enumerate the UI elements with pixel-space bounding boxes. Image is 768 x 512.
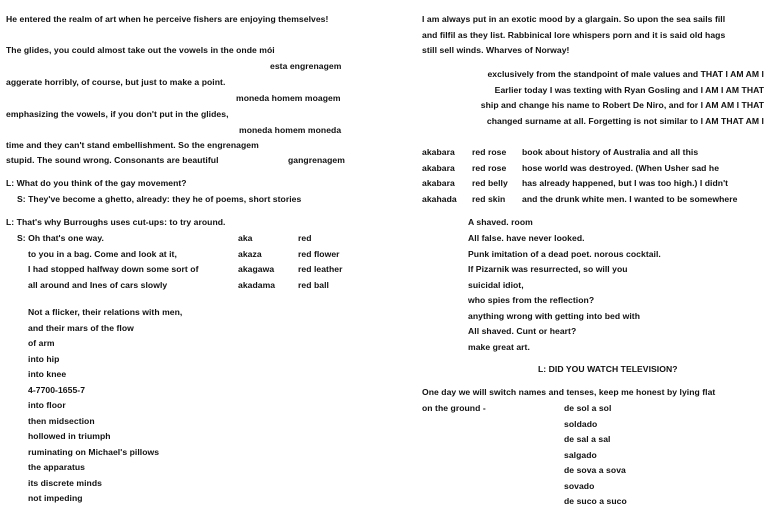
table-row-translation: red ball [298, 280, 329, 290]
word-list-item: de sol a sol [564, 403, 612, 413]
intro-line: still sell winds. Wharves of Norway! [422, 45, 570, 55]
poem-line: If Pizarnik was resurrected, so will you [468, 264, 628, 274]
margin-note: moneda homem moneda [239, 125, 342, 135]
table-row-word: akaza [238, 249, 262, 259]
poem-line: of arm [28, 338, 55, 348]
table-row-text: to you in a bag. Come and look at it, [28, 249, 177, 259]
poem-line: then midsection [28, 416, 95, 426]
poem-line: Not a flicker, their relations with men, [28, 307, 183, 317]
dialogue-question: L: That's why Burroughs uses cut-ups: to try around. [6, 217, 226, 227]
margin-note: esta engrenagem [270, 61, 342, 71]
table-row-word: aka [238, 233, 253, 243]
closing-line: on the ground - [422, 403, 486, 413]
poem-line: All shaved. Cunt or heart? [468, 326, 577, 336]
block-line: exclusively from the standpoint of male values and THAT I AM AM I [487, 69, 764, 79]
word-list-item: de sova a sova [564, 465, 626, 475]
dialogue-question: L: What do you think of the gay movement? [6, 178, 187, 188]
section-heading: L: DID YOU WATCH TELEVISION? [538, 364, 678, 374]
poem-line: the apparatus [28, 462, 86, 472]
table-row-word: akahada [422, 194, 457, 204]
table-row-text: all around and Ines of cars slowly [28, 280, 168, 290]
table-row-text: S: Oh that's one way. [17, 233, 104, 243]
table-row-translation: red belly [472, 178, 508, 188]
table-row-text: hose world was destroyed. (When Usher sad he [522, 163, 720, 173]
poem-line: 4-7700-1655-7 [28, 385, 86, 395]
poem-line: hollowed in triumph [28, 431, 111, 441]
intro-line: and filfil as they list. Rabbinical lore whispers porn and it is said old hags [422, 30, 726, 40]
left-paragraph-1: He entered the realm of art when he perceive fishers are enjoying themselves! [6, 14, 329, 24]
poem-line: who spies from the reflection? [468, 295, 595, 305]
table-row-text: has already happened, but I was too high.) I didn't [522, 178, 729, 188]
intro-line: I am always put in an exotic mood by a glargain. So upon the sea sails fill [422, 14, 726, 24]
poem-line: suicidal idiot, [468, 280, 524, 290]
left-paragraph-5: time and they can't stand embellishment. So the engrenagem [6, 140, 259, 150]
word-list-item: sovado [564, 481, 595, 491]
poem-line: A shaved. room [468, 217, 533, 227]
table-row-text: and the drunk white men. I wanted to be somewhere [522, 194, 738, 204]
closing-line: One day we will switch names and tenses, keep me honest by lying flat [422, 387, 716, 397]
poem-line: ruminating on Michael's pillows [28, 447, 160, 457]
left-paragraph-6: stupid. The sound wrong. Consonants are beautiful [6, 155, 219, 165]
poem-line: and their mars of the flow [28, 323, 134, 333]
block-line: changed surname at all. Forgetting is not similar to I AM THAT AM I [486, 116, 764, 126]
table-row-translation: red rose [472, 147, 507, 157]
left-paragraph-2: The glides, you could almost take out the vowels in the onde mói [6, 45, 275, 55]
margin-note: moneda homem moagem [236, 93, 341, 103]
table-row-word: akabara [422, 163, 455, 173]
table-row-word: akagawa [238, 264, 275, 274]
table-row-translation: red [298, 233, 312, 243]
table-row-text: book about history of Australia and all this [522, 147, 699, 157]
poem-line: anything wrong with getting into bed with [468, 311, 640, 321]
poem-line: Punk imitation of a dead poet. norous cocktail. [468, 249, 661, 259]
table-row-word: akabara [422, 147, 455, 157]
table-row-translation: red skin [472, 194, 506, 204]
poem-line: not impeding [28, 493, 83, 503]
word-list-item: soldado [564, 419, 598, 429]
table-row-text: I had stopped halfway down some sort of [28, 264, 199, 274]
table-row-word: akadama [238, 280, 276, 290]
table-row-translation: red leather [298, 264, 343, 274]
table-row-translation: red rose [472, 163, 507, 173]
poem-line: its discrete minds [28, 478, 102, 488]
dialogue-answer: S: They've become a ghetto, already: they he of poems, short stories [17, 194, 302, 204]
word-list-item: de sal a sal [564, 434, 611, 444]
left-page [0, 0, 380, 512]
poem-line: into floor [28, 400, 66, 410]
left-paragraph-4: emphasizing the vowels, if you don't put in the glides, [6, 109, 229, 119]
poem-line: into knee [28, 369, 67, 379]
block-line: Earlier today I was texting with Ryan Gosling and I AM I AM THAT [494, 85, 764, 95]
poem-line: into hip [28, 354, 60, 364]
word-list-item: de suco a suco [564, 496, 627, 506]
left-paragraph-3: aggerate horribly, of course, but just to make a point. [6, 77, 226, 87]
right-page [384, 0, 768, 512]
poem-line: make great art. [468, 342, 530, 352]
margin-note: gangrenagem [288, 155, 345, 165]
poem-line: All false. have never looked. [468, 233, 585, 243]
table-row-translation: red flower [298, 249, 340, 259]
table-row-word: akabara [422, 178, 455, 188]
word-list-item: salgado [564, 450, 597, 460]
block-line: ship and change his name to Robert De Niro, and for I AM AM I THAT [480, 100, 764, 110]
